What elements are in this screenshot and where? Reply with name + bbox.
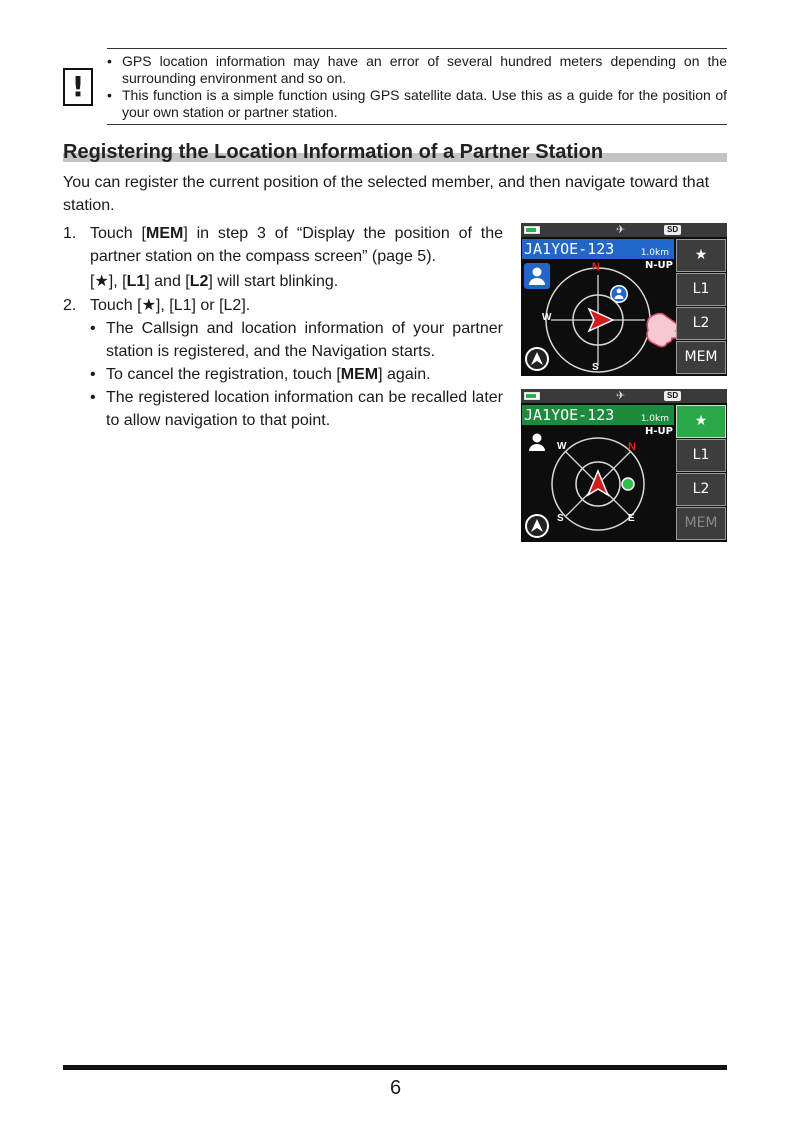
- caution-item: • This function is a simple function using GPS satellite data. Use this as a guide for the position of your own station or partner station.: [107, 87, 727, 121]
- mem-button[interactable]: MEM: [676, 507, 726, 540]
- orientation-mode: N-UP: [645, 260, 673, 271]
- l1-button[interactable]: L1: [676, 273, 726, 306]
- compass-label-e: E: [628, 513, 635, 524]
- member-icon[interactable]: [524, 429, 550, 455]
- navigation-icon[interactable]: [525, 347, 549, 371]
- callsign: JA1YOE-123: [524, 240, 615, 258]
- footer-rule: [63, 1065, 727, 1070]
- caution-item: • GPS location information may have an error of several hundred meters depending on the surrounding environment and so on.: [107, 53, 727, 87]
- step-number: 1.: [63, 225, 77, 242]
- orientation-mode: H-UP: [645, 426, 673, 437]
- star-button[interactable]: ★: [676, 239, 726, 272]
- radio-screen-2: [521, 389, 727, 542]
- star-button[interactable]: ★: [676, 405, 726, 438]
- step-bullet: • To cancel the registration, touch [MEM] again.: [90, 363, 503, 386]
- distance: 1.0km: [640, 414, 669, 424]
- navigation-icon[interactable]: [525, 514, 549, 538]
- step-text: Touch [MEM] in step 3 of “Display the position of the partner station on the compass screen” (page 5).: [90, 225, 503, 265]
- sd-card-icon: SD: [664, 225, 681, 235]
- step-number: 2.: [63, 297, 77, 314]
- compass-label-n: N: [592, 261, 600, 273]
- compass-label-w: W: [557, 441, 567, 452]
- section-title-text: Registering the Location Information of a Partner Station: [63, 141, 604, 163]
- sd-card-icon: SD: [664, 391, 681, 401]
- section-title: [63, 140, 727, 164]
- intro-paragraph: You can register the current position of the selected member, and then navigate toward that station.: [63, 174, 710, 214]
- step-bullet: • The registered location information can be recalled later to allow navigation to that point.: [90, 386, 503, 432]
- compass-label-n: N: [628, 441, 636, 453]
- compass-label-w: W: [542, 312, 552, 323]
- radio-screen-1: [521, 223, 727, 376]
- compass-label-s: S: [557, 513, 564, 524]
- mem-button[interactable]: MEM: [676, 341, 726, 374]
- satellite-icon: ✈: [616, 389, 626, 402]
- member-icon[interactable]: [524, 263, 550, 289]
- step-1: [63, 222, 503, 293]
- callsign: JA1YOE-123: [524, 406, 615, 424]
- satellite-icon: ✈: [616, 223, 626, 236]
- step-2: [63, 294, 503, 432]
- distance: 1.0km: [640, 248, 669, 258]
- step-note: [★], [L1] and [L2] will start blinking.: [90, 273, 339, 290]
- step-bullet: • The Callsign and location information of your partner station is registered, and the Navigation starts.: [90, 317, 503, 363]
- caution-box: [107, 48, 727, 125]
- l1-button[interactable]: L1: [676, 439, 726, 472]
- step-text: Touch [★], [L1] or [L2].: [90, 297, 251, 314]
- page-number: 6: [389, 1077, 402, 1099]
- l2-button[interactable]: L2: [676, 307, 726, 340]
- exclamation-icon: !: [63, 68, 93, 106]
- l2-button[interactable]: L2: [676, 473, 726, 506]
- steps-list: [63, 222, 503, 432]
- compass-label-s: S: [592, 362, 599, 373]
